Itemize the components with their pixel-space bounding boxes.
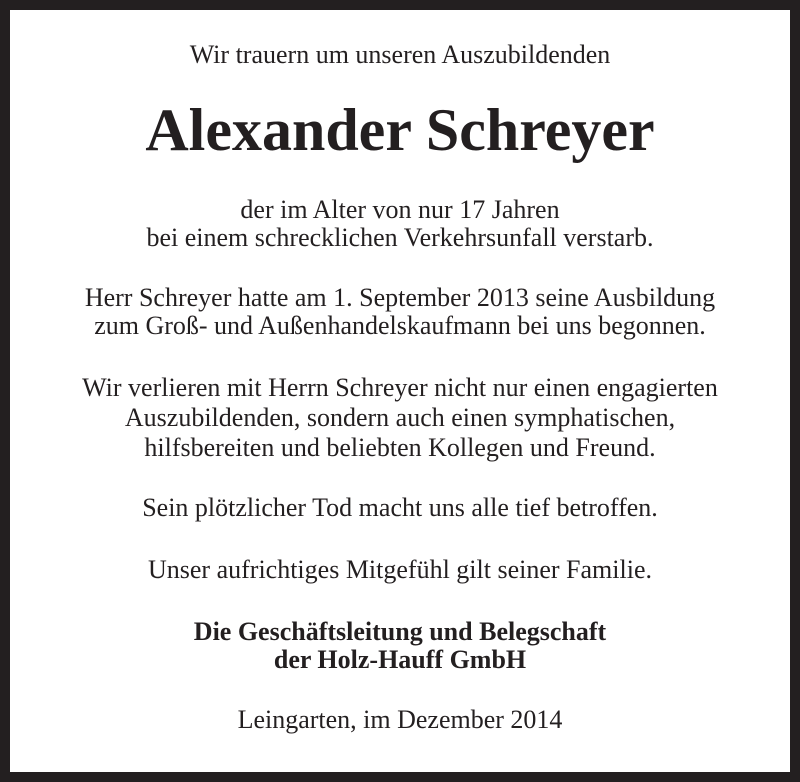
cause-line: bei einem schrecklichen Verkehrsunfall verstarb. [146, 223, 654, 252]
place-date: Leingarten, im Dezember 2014 [237, 705, 563, 734]
tribute-line-1: Wir verlieren mit Herrn Schreyer nicht nur einen engagierten [82, 373, 718, 402]
training-line-1: Herr Schreyer hatte am 1. September 2013 seine Ausbildung [84, 283, 716, 312]
signature-line-1: Die Geschäftsleitung und Belegschaft [193, 617, 607, 646]
training-line-2: zum Groß- und Außenhandelskaufmann bei uns begonnen. [94, 311, 706, 340]
tribute-line-2: Auszubildenden, sondern auch einen symphatischen, [124, 403, 676, 432]
signature-line-2: der Holz-Hauff GmbH [273, 645, 527, 674]
condolence-line: Unser aufrichtiges Mitgefühl gilt seiner Familie. [148, 555, 652, 584]
tribute-line-3: hilfsbereiten und beliebten Kollegen und Freund. [144, 433, 656, 462]
grief-line: Sein plötzlicher Tod macht uns alle tief betroffen. [142, 493, 658, 522]
deceased-name: Alexander Schreyer [145, 97, 655, 163]
age-line: der im Alter von nur 17 Jahren [240, 195, 560, 224]
intro-text: Wir trauern um unseren Auszubildenden [189, 40, 611, 69]
